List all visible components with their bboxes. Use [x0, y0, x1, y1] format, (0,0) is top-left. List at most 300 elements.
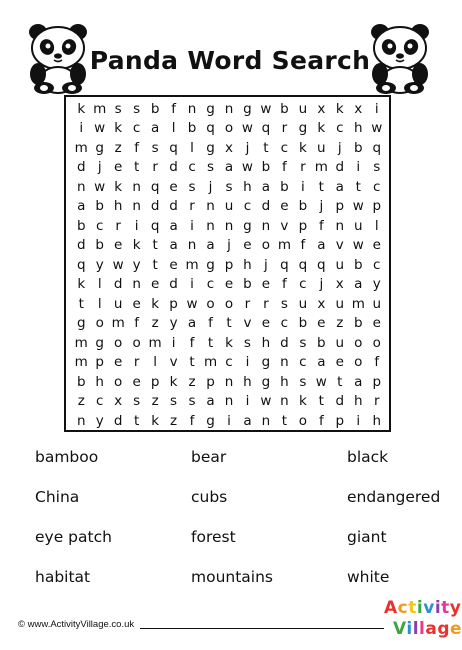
grid-letter[interactable]: h [243, 178, 252, 195]
grid-letter[interactable]: h [261, 334, 271, 351]
grid-letter[interactable]: t [263, 139, 269, 156]
grid-letter[interactable]: t [337, 373, 343, 390]
grid-letter[interactable]: h [243, 373, 252, 390]
grid-letter[interactable]: w [112, 256, 124, 273]
grid-letter[interactable]: a [187, 315, 197, 332]
grid-letter[interactable]: a [169, 217, 178, 234]
grid-letter[interactable]: a [335, 178, 344, 195]
grid-letter[interactable]: e [372, 237, 381, 254]
grid-letter[interactable]: v [280, 217, 289, 234]
word-list-item: white [347, 568, 390, 586]
grid-letter[interactable]: l [190, 139, 194, 156]
grid-letter[interactable]: o [372, 334, 381, 351]
grid-letter[interactable]: a [243, 412, 252, 429]
grid-letter[interactable]: y [169, 315, 178, 332]
grid-letter[interactable]: e [114, 354, 123, 371]
grid-letter[interactable]: c [373, 256, 381, 273]
grid-letter[interactable]: c [299, 276, 307, 293]
grid-letter[interactable]: l [153, 354, 157, 371]
grid-letter[interactable]: z [77, 393, 85, 410]
grid-letter[interactable]: e [224, 276, 234, 293]
grid-letter[interactable]: e [280, 198, 289, 215]
grid-letter[interactable]: o [114, 373, 123, 390]
grid-letter[interactable]: h [95, 373, 104, 390]
grid-letter[interactable]: t [189, 354, 195, 371]
grid-letter[interactable]: s [114, 101, 122, 117]
grid-letter[interactable]: t [281, 412, 288, 429]
word-list [35, 446, 455, 606]
grid-letter[interactable]: o [224, 120, 234, 137]
grid-letter[interactable]: m [203, 354, 218, 371]
grid-letter[interactable]: m [277, 237, 291, 254]
grid-letter[interactable]: b [187, 120, 197, 137]
grid-letter[interactable]: i [356, 159, 361, 176]
grid-letter[interactable]: k [151, 295, 160, 312]
grid-letter[interactable]: p [335, 198, 345, 215]
grid-letter[interactable]: j [227, 237, 231, 254]
grid-letter[interactable]: h [353, 393, 363, 410]
grid-letter[interactable]: b [76, 373, 86, 390]
word-list-item: cubs [191, 488, 228, 506]
grid-letter[interactable]: b [280, 178, 289, 195]
grid-letter[interactable]: d [113, 412, 123, 429]
grid-letter[interactable]: g [95, 139, 104, 156]
grid-letter[interactable]: g [206, 256, 215, 273]
grid-letter[interactable]: n [206, 198, 215, 215]
word-list-item: China [35, 488, 80, 506]
grid-letter[interactable]: d [280, 334, 289, 351]
grid-letter[interactable]: o [95, 315, 104, 332]
grid-letter[interactable]: g [243, 217, 252, 234]
grid-letter[interactable]: q [280, 256, 289, 273]
grid-letter[interactable]: g [76, 315, 86, 332]
grid-letter[interactable]: s [170, 393, 178, 410]
grid-letter[interactable]: d [113, 276, 123, 293]
grid-letter[interactable]: y [132, 256, 141, 273]
grid-letter[interactable]: f [318, 412, 324, 429]
grid-letter[interactable]: q [372, 139, 382, 156]
grid-letter[interactable]: d [76, 159, 86, 176]
grid-letter[interactable]: r [152, 159, 158, 176]
grid-letter[interactable]: o [354, 334, 363, 351]
grid-letter[interactable]: g [243, 101, 252, 117]
grid-letter[interactable]: f [189, 334, 195, 351]
grid-letter[interactable]: s [280, 295, 288, 312]
grid-letter[interactable]: p [298, 217, 308, 234]
grid-letter[interactable]: l [97, 295, 102, 312]
grid-letter[interactable]: w [94, 120, 106, 137]
grid-letter[interactable]: m [148, 334, 162, 351]
footer-url[interactable]: © www.ActivityVillage.co.uk [18, 619, 135, 630]
grid-letter[interactable]: b [353, 256, 363, 273]
grid-letter[interactable]: s [188, 178, 196, 195]
grid-letter[interactable]: p [206, 373, 215, 390]
grid-letter[interactable]: s [133, 393, 141, 410]
grid-letter[interactable]: t [152, 237, 158, 254]
grid-letter[interactable]: v [335, 237, 344, 254]
grid-letter[interactable]: f [374, 354, 380, 371]
grid-letter[interactable]: g [206, 412, 215, 429]
grid-letter[interactable]: w [241, 159, 253, 176]
grid-letter[interactable]: u [317, 139, 326, 156]
grid-letter[interactable]: j [245, 139, 250, 156]
grid-letter[interactable]: g [95, 334, 104, 351]
grid-letter[interactable]: d [335, 159, 345, 176]
grid-letter[interactable]: t [318, 178, 324, 195]
grid-letter[interactable]: e [335, 354, 344, 371]
grid-letter[interactable]: o [132, 334, 141, 351]
grid-letter[interactable]: m [93, 101, 107, 117]
grid-letter[interactable]: c [132, 120, 141, 137]
grid-letter[interactable]: q [76, 256, 86, 273]
grid-letter[interactable]: a [206, 237, 215, 254]
grid-letter[interactable]: c [95, 393, 104, 410]
grid-letter[interactable]: d [261, 198, 271, 215]
grid-letter[interactable]: y [372, 276, 381, 293]
grid-letter[interactable]: q [261, 120, 271, 137]
grid-letter[interactable]: i [227, 412, 231, 429]
grid-letter[interactable]: r [133, 354, 140, 371]
grid-letter[interactable]: k [169, 373, 178, 390]
grid-letter[interactable]: e [243, 237, 252, 254]
grid-letter[interactable]: r [189, 198, 195, 215]
grid-letter[interactable]: n [261, 217, 271, 234]
grid-letter[interactable]: r [115, 217, 121, 234]
grid-letter[interactable]: o [224, 295, 234, 312]
grid-letter[interactable]: o [261, 237, 271, 254]
grid-letter[interactable]: t [78, 295, 84, 312]
grid-letter[interactable]: t [318, 393, 324, 410]
grid-letter[interactable]: c [188, 159, 196, 176]
grid-letter[interactable]: n [224, 373, 234, 390]
grid-letter[interactable]: k [132, 237, 141, 254]
grid-letter[interactable]: j [264, 256, 268, 273]
grid-letter[interactable]: y [95, 256, 104, 273]
word-list-item: endangered [347, 488, 441, 506]
grid-letter[interactable]: n [76, 412, 86, 429]
grid-letter[interactable]: t [152, 256, 158, 273]
grid-letter[interactable]: n [187, 237, 197, 254]
grid-letter[interactable]: n [224, 101, 234, 117]
grid-letter[interactable]: h [280, 373, 289, 390]
grid-letter[interactable]: r [263, 295, 269, 312]
grid-letter[interactable]: j [319, 276, 324, 293]
grid-letter[interactable]: z [151, 393, 159, 410]
grid-letter[interactable]: t [226, 315, 232, 332]
grid-letter[interactable]: f [134, 139, 140, 156]
grid-letter[interactable]: k [298, 393, 307, 410]
grid-letter[interactable]: i [374, 101, 379, 117]
grid-letter[interactable]: j [337, 139, 342, 156]
grid-letter[interactable]: b [298, 315, 308, 332]
grid-letter[interactable]: d [169, 276, 178, 293]
grid-letter[interactable]: u [372, 295, 382, 312]
grid-letter[interactable]: i [245, 354, 250, 371]
grid-letter[interactable]: d [150, 198, 160, 215]
grid-letter[interactable]: e [132, 373, 141, 390]
word-list-item: black [347, 448, 389, 466]
grid-letter[interactable]: n [132, 178, 141, 195]
grid-letter[interactable]: c [280, 315, 289, 332]
grid-letter[interactable]: f [189, 412, 195, 429]
grid-letter[interactable]: u [113, 295, 123, 312]
grid-letter[interactable]: g [261, 373, 271, 390]
grid-letter[interactable]: a [77, 198, 86, 215]
grid-letter[interactable]: s [151, 139, 159, 156]
grid-letter[interactable]: r [300, 159, 306, 176]
grid-letter[interactable]: x [317, 101, 326, 117]
grid-letter[interactable]: t [207, 334, 214, 351]
grid-letter[interactable]: c [373, 178, 381, 195]
grid-letter[interactable]: j [208, 178, 213, 195]
grid-letter[interactable]: k [114, 120, 123, 137]
grid-letter[interactable]: g [206, 101, 215, 117]
grid-letter[interactable]: u [298, 295, 308, 312]
grid-letter[interactable]: a [354, 373, 363, 390]
grid-letter[interactable]: u [298, 101, 308, 117]
grid-letter[interactable]: s [188, 393, 196, 410]
grid-letter[interactable]: v [169, 354, 178, 371]
grid-letter[interactable]: b [95, 237, 104, 254]
grid-letter[interactable]: o [354, 354, 363, 371]
word-list-item: forest [191, 528, 236, 546]
grid-letter[interactable]: w [315, 373, 327, 390]
grid-letter[interactable]: n [280, 354, 289, 371]
grid-letter[interactable]: h [372, 412, 382, 429]
grid-letter[interactable]: v [243, 315, 252, 332]
grid-letter[interactable]: n [335, 217, 345, 234]
grid-letter[interactable]: k [225, 334, 233, 351]
grid-letter[interactable]: c [95, 217, 104, 234]
grid-letter[interactable]: w [371, 120, 383, 137]
grid-letter[interactable]: k [114, 178, 123, 195]
grid-letter[interactable]: j [319, 198, 324, 215]
grid-letter[interactable]: a [169, 237, 178, 254]
grid-letter[interactable]: d [169, 159, 178, 176]
grid-letter[interactable]: y [95, 412, 104, 429]
grid-letter[interactable]: i [134, 217, 139, 234]
grid-letter[interactable]: e [114, 237, 123, 254]
grid-letter[interactable]: m [74, 139, 88, 156]
grid-letter[interactable]: b [76, 217, 86, 234]
grid-letter[interactable]: b [280, 101, 289, 117]
grid-letter[interactable]: p [150, 373, 160, 390]
grid-letter[interactable]: f [171, 101, 176, 117]
grid-letter[interactable]: c [206, 276, 215, 293]
grid-letter[interactable]: z [336, 315, 344, 332]
grid-letter[interactable]: q [298, 256, 308, 273]
grid-letter[interactable]: g [206, 139, 215, 156]
grid-letter[interactable]: n [132, 276, 141, 293]
grid-letter[interactable]: k [298, 139, 307, 156]
grid-letter[interactable]: b [317, 334, 326, 351]
grid-letter[interactable]: k [77, 276, 86, 293]
grid-letter[interactable]: o [114, 334, 123, 351]
grid-letter[interactable]: b [150, 101, 160, 117]
grid-letter[interactable]: h [353, 120, 363, 137]
grid-letter[interactable]: n [187, 101, 197, 117]
grid-letter[interactable]: z [170, 412, 178, 429]
grid-letter[interactable]: h [113, 198, 123, 215]
grid-letter[interactable]: t [355, 178, 361, 195]
grid-letter[interactable]: u [335, 334, 345, 351]
grid-letter[interactable]: s [299, 373, 307, 390]
grid-letter[interactable]: e [150, 276, 160, 293]
grid-letter[interactable]: p [169, 295, 178, 312]
grid-letter[interactable]: f [282, 276, 287, 293]
grid-letter[interactable]: e [169, 256, 178, 273]
grid-letter[interactable]: m [74, 354, 88, 371]
grid-letter[interactable]: u [224, 198, 234, 215]
grid-letter[interactable]: f [318, 217, 324, 234]
grid-letter[interactable]: j [97, 159, 102, 176]
grid-letter[interactable]: i [79, 120, 84, 137]
grid-letter[interactable]: d [335, 393, 345, 410]
grid-letter[interactable]: k [151, 412, 160, 429]
grid-letter[interactable]: s [225, 178, 233, 195]
grid-letter[interactable]: b [243, 276, 252, 293]
grid-letter[interactable]: e [317, 315, 326, 332]
grid-letter[interactable]: c [225, 354, 233, 371]
grid-letter[interactable]: x [224, 139, 233, 156]
grid-letter[interactable]: m [351, 295, 365, 312]
grid-letter[interactable]: f [134, 315, 140, 332]
grid-letter[interactable]: w [260, 393, 272, 410]
grid-letter[interactable]: z [188, 373, 196, 390]
word-list-item: eye patch [35, 528, 112, 546]
grid-letter[interactable]: n [206, 217, 215, 234]
grid-letter[interactable]: f [300, 237, 306, 254]
grid-letter[interactable]: s [133, 101, 141, 117]
grid-letter[interactable]: t [133, 412, 140, 429]
grid-letter[interactable]: s [243, 334, 251, 351]
grid-letter[interactable]: x [114, 393, 123, 410]
grid-letter[interactable]: e [261, 276, 271, 293]
grid-letter[interactable]: e [169, 178, 178, 195]
grid-letter[interactable]: p [372, 373, 382, 390]
grid-letter[interactable]: l [374, 217, 379, 234]
grid-letter[interactable]: l [97, 276, 102, 293]
grid-letter[interactable]: q [317, 256, 326, 273]
grid-letter[interactable]: i [171, 334, 176, 351]
grid-letter[interactable]: z [114, 139, 122, 156]
grid-letter[interactable]: a [261, 178, 271, 195]
grid-letter[interactable]: c [299, 354, 307, 371]
grid-letter[interactable]: w [186, 295, 198, 312]
grid-letter[interactable]: e [372, 315, 381, 332]
grid-letter[interactable]: n [132, 198, 141, 215]
grid-letter[interactable]: z [151, 315, 159, 332]
grid-letter[interactable]: a [150, 120, 160, 137]
grid-letter[interactable]: n [224, 393, 234, 410]
grid-letter[interactable]: x [335, 276, 344, 293]
grid-letter[interactable]: e [114, 159, 123, 176]
grid-letter[interactable]: w [94, 178, 106, 195]
grid-letter[interactable]: m [314, 159, 328, 176]
grid-letter[interactable]: q [169, 139, 178, 156]
grid-letter[interactable]: b [261, 159, 271, 176]
grid-letter[interactable]: k [335, 101, 344, 117]
grid-letter[interactable]: r [281, 120, 288, 137]
word-search-grid [64, 95, 391, 432]
grid-letter[interactable]: p [224, 256, 234, 273]
grid-letter[interactable]: p [335, 412, 345, 429]
grid-letter[interactable]: k [317, 120, 326, 137]
grid-letter[interactable]: s [299, 334, 307, 351]
grid-letter[interactable]: r [373, 393, 380, 410]
grid-letter[interactable]: e [261, 315, 271, 332]
grid-letter[interactable]: a [206, 393, 215, 410]
grid-letter[interactable]: c [243, 198, 252, 215]
grid-letter[interactable]: u [335, 256, 345, 273]
grid-letter[interactable]: n [280, 393, 289, 410]
logo-line-2: Village [393, 619, 462, 639]
grid-letter[interactable]: r [244, 295, 251, 312]
grid-letter[interactable]: a [317, 237, 326, 254]
grid-letter[interactable]: u [335, 295, 345, 312]
grid-letter[interactable]: a [354, 276, 363, 293]
grid-letter[interactable]: b [353, 139, 363, 156]
grid-letter[interactable]: m [185, 256, 199, 273]
grid-letter[interactable]: p [372, 198, 382, 215]
grid-letter[interactable]: h [243, 256, 252, 273]
grid-letter[interactable]: n [224, 217, 234, 234]
grid-letter[interactable]: b [298, 198, 308, 215]
grid-letter[interactable]: l [171, 120, 176, 137]
grid-letter[interactable]: q [206, 120, 215, 137]
grid-letter[interactable]: q [150, 217, 160, 234]
grid-letter[interactable]: f [282, 159, 287, 176]
grid-letter[interactable]: o [298, 412, 307, 429]
grid-letter[interactable]: i [190, 217, 194, 234]
grid-letter[interactable]: w [260, 101, 272, 117]
grid-letter[interactable]: f [208, 315, 213, 332]
grid-letter[interactable]: u [353, 217, 363, 234]
grid-letter[interactable]: b [353, 315, 363, 332]
grid-letter[interactable]: i [190, 276, 194, 293]
grid-letter[interactable]: i [300, 178, 305, 195]
grid-letter[interactable]: n [76, 178, 86, 195]
grid-letter[interactable]: i [245, 393, 250, 410]
grid-letter[interactable]: m [111, 315, 125, 332]
grid-letter[interactable]: k [77, 101, 86, 117]
grid-letter[interactable]: b [95, 198, 104, 215]
grid-letter[interactable]: a [224, 159, 234, 176]
grid-letter[interactable]: n [261, 412, 271, 429]
grid-letter[interactable]: a [317, 354, 326, 371]
grid-letter[interactable]: c [336, 120, 344, 137]
grid-letter[interactable]: s [373, 159, 381, 176]
grid-letter[interactable]: i [356, 412, 361, 429]
grid-letter[interactable]: w [352, 198, 364, 215]
grid-letter[interactable]: d [169, 198, 178, 215]
grid-letter[interactable]: p [95, 354, 104, 371]
grid-letter[interactable]: d [76, 237, 86, 254]
grid-letter[interactable]: m [74, 334, 88, 351]
grid-letter[interactable]: g [298, 120, 308, 137]
grid-letter[interactable]: w [352, 237, 364, 254]
grid-letter[interactable]: c [280, 139, 289, 156]
grid-letter[interactable]: q [150, 178, 160, 195]
grid-letter[interactable]: x [317, 295, 326, 312]
grid-letter[interactable]: e [132, 295, 141, 312]
grid-letter[interactable]: w [241, 120, 253, 137]
grid-letter[interactable]: x [354, 101, 363, 117]
grid-letter[interactable]: g [261, 354, 271, 371]
grid-letter[interactable]: t [133, 159, 140, 176]
grid-letter[interactable]: s [206, 159, 215, 176]
grid-letter[interactable]: o [206, 295, 215, 312]
